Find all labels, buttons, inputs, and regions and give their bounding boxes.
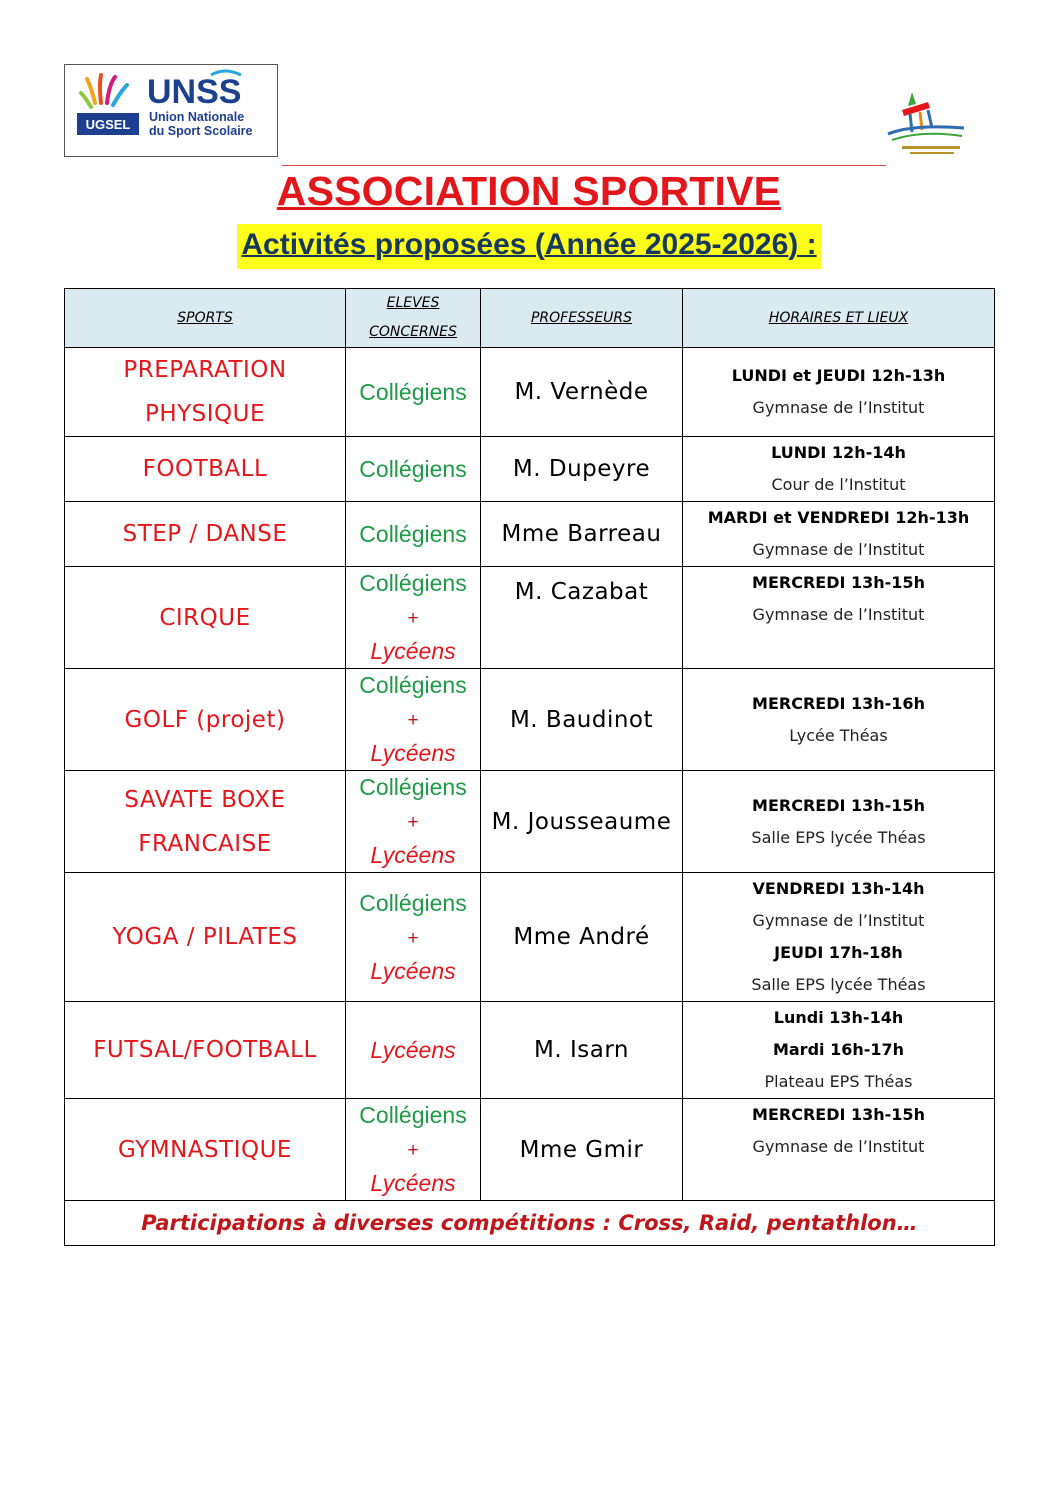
- students-cell: [346, 1002, 481, 1099]
- page-title: ASSOCIATION SPORTIVE: [276, 168, 782, 214]
- students-cell: [346, 669, 481, 771]
- schedule-cell: [683, 567, 995, 669]
- teacher-cell: M. Vernède: [481, 348, 683, 437]
- schedule-place: Gymnase de l’Institut: [752, 911, 925, 930]
- teacher-cell: M. Baudinot: [481, 669, 683, 771]
- sport-name-line2: FRANCAISE: [138, 830, 272, 857]
- sport-name: GYMNASTIQUE: [118, 1136, 292, 1163]
- students-college: Collégiens: [359, 774, 467, 800]
- students-plus: +: [407, 927, 419, 949]
- schedule-time: VENDREDI 13h-14h: [752, 879, 925, 898]
- sport-name: PREPARATION: [123, 357, 287, 383]
- svg-text:UNSS: UNSS: [147, 73, 242, 111]
- institut-logo-icon: [882, 84, 970, 164]
- students-lycee: Lycéens: [370, 1170, 456, 1196]
- table-header-row: [65, 289, 995, 348]
- table-row: [65, 873, 995, 1002]
- students-college: Collégiens: [359, 889, 467, 916]
- table-row: [65, 771, 995, 873]
- table-row: [65, 1099, 995, 1201]
- svg-text:Union Nationale: Union Nationale: [149, 110, 245, 124]
- activities-table: [64, 288, 995, 1246]
- students-cell: [346, 437, 481, 502]
- teacher-cell: Mme Barreau: [481, 502, 683, 567]
- schedule-cell: [683, 437, 995, 502]
- schedule-time: LUNDI 12h-14h: [771, 443, 906, 462]
- students-college: Collégiens: [359, 520, 467, 547]
- sport-cell: [65, 567, 346, 669]
- teacher-cell: M. Isarn: [481, 1002, 683, 1099]
- schedule-cell: [683, 502, 995, 567]
- students-cell: [346, 873, 481, 1002]
- page-subtitle: Activités proposées (Année 2025-2026) :: [237, 224, 820, 269]
- schedule-cell: [683, 771, 995, 873]
- table-row: [65, 567, 995, 669]
- schedule-time: LUNDI et JEUDI 12h-13h: [731, 366, 946, 385]
- sport-cell: [65, 1099, 346, 1201]
- schedule-place-2: Plateau EPS Théas: [764, 1072, 913, 1091]
- sport-cell: [65, 873, 346, 1002]
- schedule-cell: [683, 669, 995, 771]
- sport-name: SAVATE BOXE: [124, 786, 286, 813]
- competitions-note: Participations à diverses compétitions : Cross, Raid, pentathlon…: [65, 1201, 995, 1246]
- students-plus: +: [407, 812, 419, 833]
- ugsel-logo-text: UGSEL: [85, 117, 131, 132]
- header-divider: [282, 165, 886, 166]
- schedule-cell: [683, 1099, 995, 1201]
- teacher-cell: Mme Gmir: [481, 1099, 683, 1201]
- table-row: [65, 1002, 995, 1099]
- students-lycee: Lycéens: [370, 740, 456, 766]
- table-row: [65, 669, 995, 771]
- ugsel-unss-logo: [64, 64, 278, 157]
- ugsel-emblem-icon: [77, 73, 139, 143]
- students-college: Collégiens: [359, 455, 467, 482]
- sport-name: STEP / DANSE: [122, 521, 288, 547]
- students-cell: [346, 567, 481, 669]
- students-cell: [346, 502, 481, 567]
- students-lycee: Lycéens: [370, 842, 456, 868]
- schedule-place: Lycée Théas: [789, 725, 888, 745]
- sport-cell: [65, 437, 346, 502]
- schedule-time: MARDI et VENDREDI 12h-13h: [707, 508, 970, 527]
- header-students: [346, 289, 481, 348]
- schedule-time-2: JEUDI 17h-18h: [774, 943, 903, 962]
- institut-logo: [882, 84, 970, 164]
- schedule-time: MERCREDI 13h-15h: [752, 795, 925, 815]
- sport-name: FOOTBALL: [142, 456, 268, 482]
- sport-name-line2: PHYSIQUE: [144, 401, 266, 427]
- students-cell: [346, 348, 481, 437]
- students-plus: +: [407, 1140, 419, 1161]
- header-students-line1: ELEVES: [386, 295, 440, 311]
- unss-logo-icon: [147, 71, 253, 138]
- teacher-cell: M. Jousseaume: [481, 771, 683, 873]
- header-teachers: PROFESSEURS: [481, 289, 683, 348]
- schedule-place-2: Salle EPS lycée Théas: [751, 975, 926, 994]
- header-sports: SPORTS: [65, 289, 346, 348]
- sport-name: CIRQUE: [159, 604, 251, 631]
- svg-text:du Sport Scolaire: du Sport Scolaire: [149, 124, 253, 138]
- teacher-cell: M. Cazabat: [481, 567, 683, 669]
- table-row: [65, 502, 995, 567]
- subtitle-container: [0, 224, 1058, 269]
- schedule-place: Salle EPS lycée Théas: [751, 827, 926, 847]
- teacher-cell: Mme André: [481, 873, 683, 1002]
- students-college: Collégiens: [359, 570, 467, 596]
- schedule-time: Lundi 13h-14h: [773, 1008, 904, 1027]
- sport-name: FUTSAL/FOOTBALL: [93, 1037, 317, 1063]
- table-footer-row: [65, 1201, 995, 1246]
- schedule-place: Gymnase de l’Institut: [752, 398, 925, 417]
- table-row: [65, 348, 995, 437]
- students-plus: +: [407, 710, 419, 731]
- schedule-place: Gymnase de l’Institut: [752, 605, 925, 624]
- schedule-time: MERCREDI 13h-16h: [752, 693, 925, 713]
- schedule-time: MERCREDI 13h-15h: [752, 573, 925, 592]
- schedule-time-2: Mardi 16h-17h: [772, 1040, 905, 1059]
- sport-cell: [65, 502, 346, 567]
- schedule-time: MERCREDI 13h-15h: [752, 1105, 925, 1124]
- students-college: Collégiens: [359, 1102, 467, 1128]
- schedule-place: Gymnase de l’Institut: [752, 1137, 925, 1156]
- sport-cell: [65, 348, 346, 437]
- schedule-cell: [683, 1002, 995, 1099]
- schedule-cell: [683, 348, 995, 437]
- students-college: Collégiens: [359, 672, 467, 698]
- students-college: Collégiens: [359, 378, 467, 405]
- header-schedule: HORAIRES ET LIEUX: [683, 289, 995, 348]
- sport-name: YOGA / PILATES: [112, 924, 298, 950]
- students-cell: [346, 771, 481, 873]
- schedule-place: Cour de l’Institut: [771, 475, 906, 494]
- sport-name: GOLF (projet): [124, 706, 286, 733]
- sport-cell: [65, 771, 346, 873]
- teacher-cell: M. Dupeyre: [481, 437, 683, 502]
- students-lycee: Lycéens: [370, 1036, 456, 1063]
- students-lycee: Lycéens: [370, 957, 456, 984]
- header-students-line2: CONCERNES: [369, 324, 457, 340]
- ugsel-unss-logo-graphic: [65, 65, 276, 155]
- sport-cell: [65, 669, 346, 771]
- schedule-cell: [683, 873, 995, 1002]
- schedule-place: Gymnase de l’Institut: [752, 540, 925, 559]
- students-cell: [346, 1099, 481, 1201]
- table-row: [65, 437, 995, 502]
- sport-cell: [65, 1002, 346, 1099]
- students-lycee: Lycéens: [370, 638, 456, 664]
- students-plus: +: [407, 608, 419, 629]
